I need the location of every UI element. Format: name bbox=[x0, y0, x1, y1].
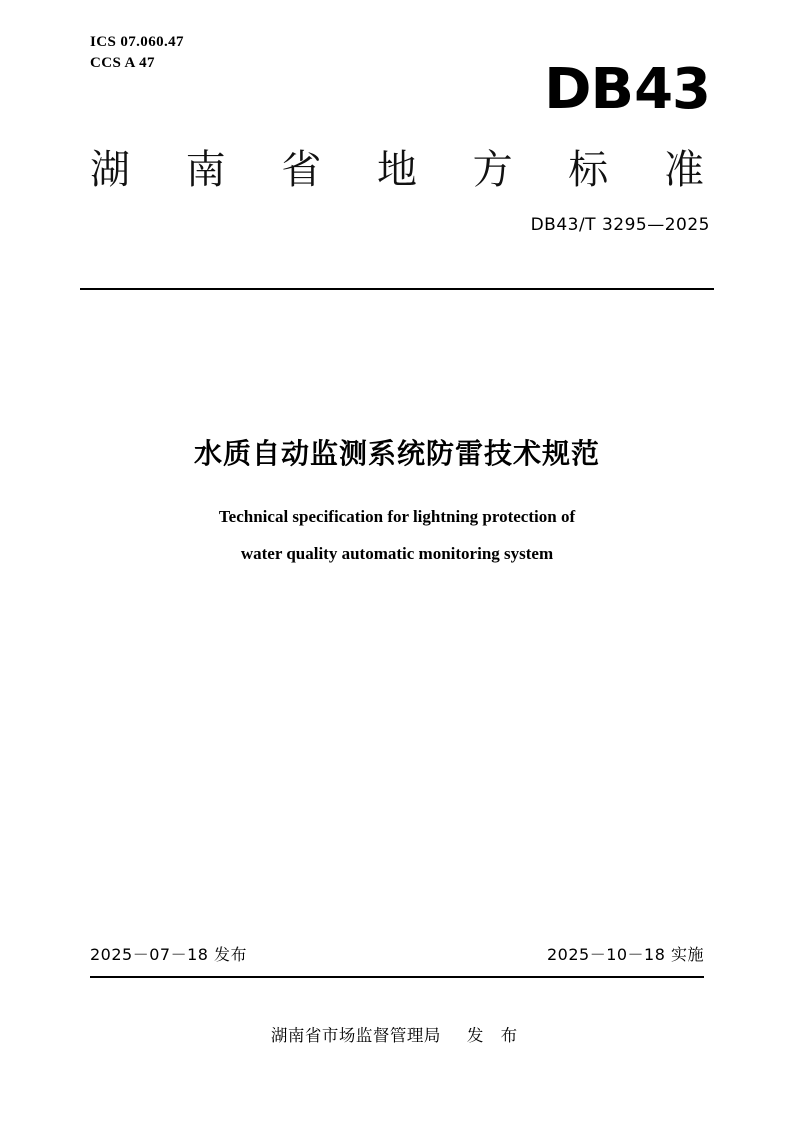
big-title-char-5: 标 bbox=[568, 147, 609, 193]
big-title-char-6: 准 bbox=[663, 147, 704, 193]
db43-logo-number: 43 bbox=[634, 57, 710, 122]
date-row bbox=[90, 942, 704, 965]
document-title-english-line1: Technical specification for lightning protection of bbox=[218, 507, 576, 526]
document-title-chinese: 水质自动监测系统防雷技术规范 bbox=[193, 437, 600, 470]
big-title-char-1: 南 bbox=[185, 147, 226, 193]
db43-logo-prefix: DB bbox=[544, 57, 633, 122]
header-divider bbox=[80, 288, 714, 290]
publisher-line bbox=[0, 1022, 794, 1046]
publisher-organization: 湖南省市场监督管理局 bbox=[270, 1026, 441, 1045]
publisher-action: 发 布 bbox=[466, 1026, 524, 1045]
ics-code: ICS 07.060.47 bbox=[90, 34, 184, 50]
document-title-english-line2: water quality automatic monitoring system bbox=[240, 544, 554, 563]
big-title-char-2: 省 bbox=[281, 147, 322, 193]
classification-codes bbox=[90, 32, 184, 74]
big-title-char-0: 湖 bbox=[90, 147, 130, 193]
standard-number: DB43/T 3295—2025 bbox=[530, 215, 710, 235]
ccs-code: CCS A 47 bbox=[90, 55, 155, 71]
document-title-english bbox=[0, 498, 794, 572]
implementation-date: 2025－10－18 实施 bbox=[546, 945, 704, 964]
big-title-char-3: 地 bbox=[376, 147, 417, 193]
page-title bbox=[90, 138, 704, 195]
issue-date: 2025－07－18 发布 bbox=[90, 945, 248, 964]
big-title-char-4: 方 bbox=[472, 147, 513, 193]
footer-divider bbox=[90, 976, 704, 978]
db43-logo bbox=[544, 57, 710, 122]
